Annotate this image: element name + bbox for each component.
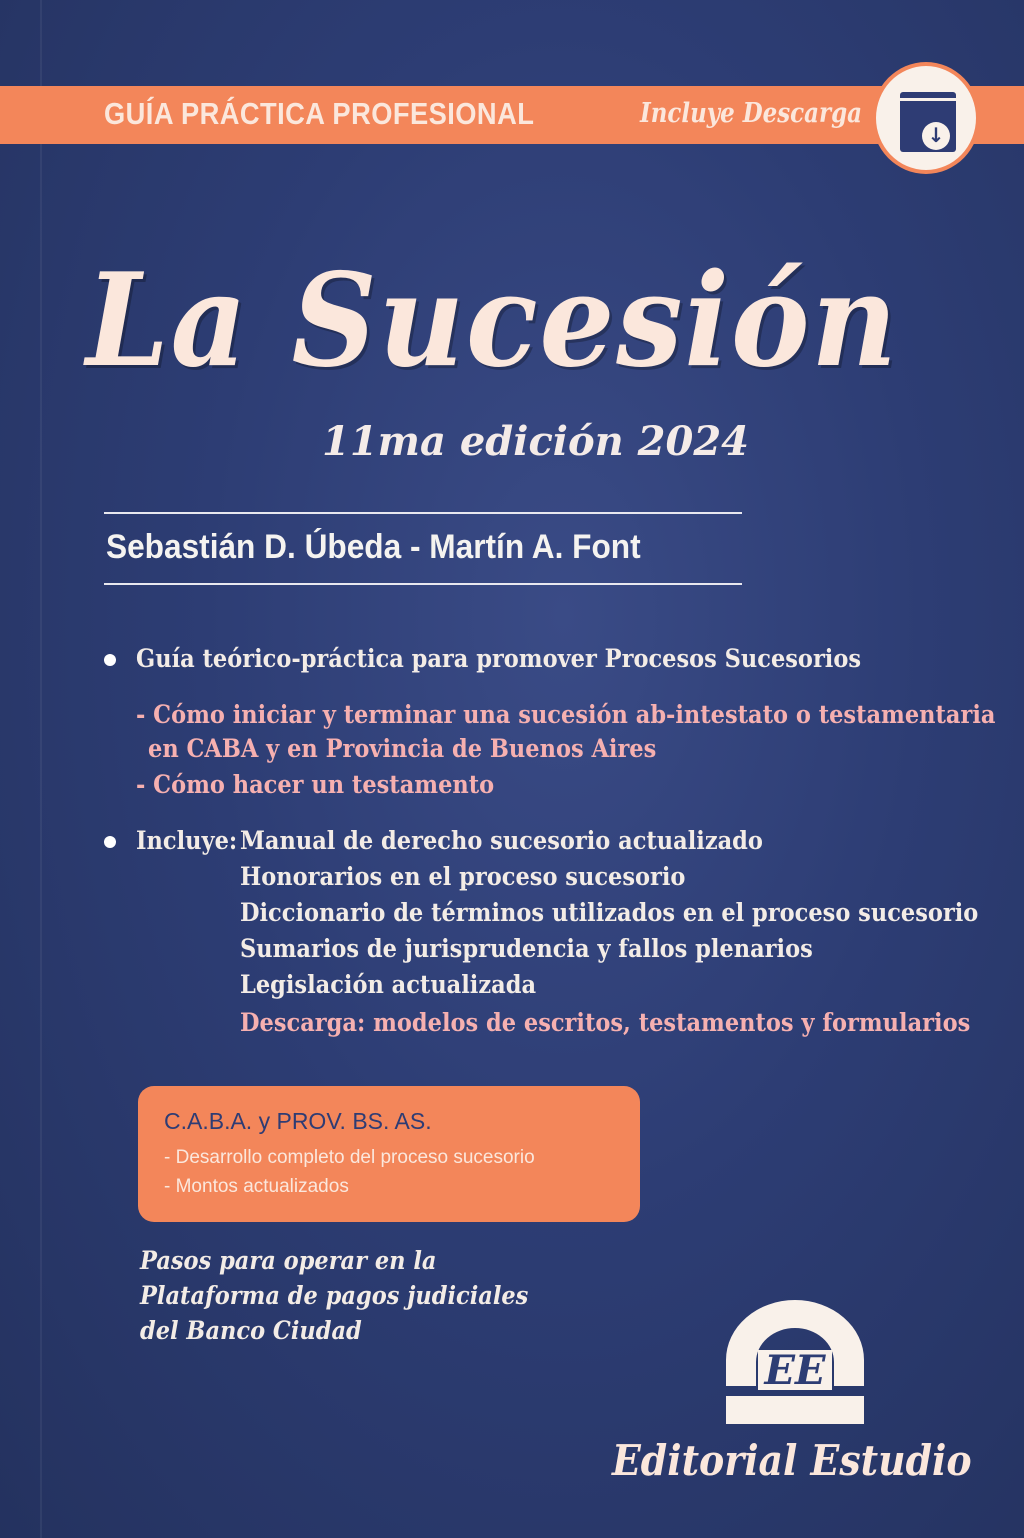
edition-label: 11ma edición 2024 bbox=[322, 418, 750, 465]
includes-label: Incluye: bbox=[136, 826, 238, 855]
book-title: La Sucesión bbox=[86, 246, 899, 396]
feature-guide: Guía teórico-práctica para promover Procesos Sucesorios bbox=[136, 644, 862, 673]
includes-item: Sumarios de jurisprudencia y fallos plenarios bbox=[240, 934, 813, 963]
publisher-name: Editorial Estudio bbox=[612, 1436, 972, 1485]
region-item: - Montos actualizados bbox=[164, 1176, 349, 1197]
book-download-icon bbox=[872, 62, 980, 174]
authors: Sebastián D. Úbeda - Martín A. Font bbox=[106, 528, 641, 566]
includes-item: Honorarios en el proceso sucesorio bbox=[240, 862, 686, 891]
region-item: - Desarrollo completo del proceso sucesorio bbox=[164, 1147, 535, 1168]
region-title: C.A.B.A. y PROV. BS. AS. bbox=[164, 1108, 432, 1134]
bullet-guide bbox=[104, 654, 116, 666]
authors-bottom-rule bbox=[104, 583, 742, 585]
steps-line: del Banco Ciudad bbox=[140, 1316, 362, 1345]
guide-item: - Cómo iniciar y terminar una sucesión ab-intestato o testamentaria bbox=[136, 700, 996, 729]
guide-item: - Cómo hacer un testamento bbox=[136, 770, 495, 799]
download-note: Incluye Descarga bbox=[640, 98, 863, 129]
authors-top-rule bbox=[104, 512, 742, 514]
steps-line: Plataforma de pagos judiciales bbox=[140, 1281, 529, 1310]
includes-item-download: Descarga: modelos de escritos, testamentos y formularios bbox=[240, 1008, 971, 1037]
includes-item: Diccionario de términos utilizados en el proceso sucesorio bbox=[240, 898, 979, 927]
publisher-logo-icon bbox=[722, 1300, 868, 1428]
includes-item: Legislación actualizada bbox=[240, 970, 537, 999]
bullet-includes bbox=[104, 836, 116, 848]
includes-item: Manual de derecho sucesorio actualizado bbox=[240, 826, 763, 855]
steps-line: Pasos para operar en la bbox=[140, 1246, 437, 1275]
spine-crease bbox=[40, 0, 42, 1538]
logo-text: EE bbox=[764, 1347, 826, 1394]
guide-item: en CABA y en Provincia de Buenos Aires bbox=[148, 734, 657, 763]
download-arrow-icon: ↓ bbox=[922, 122, 950, 150]
series-title: GUÍA PRÁCTICA PROFESIONAL bbox=[104, 96, 535, 131]
